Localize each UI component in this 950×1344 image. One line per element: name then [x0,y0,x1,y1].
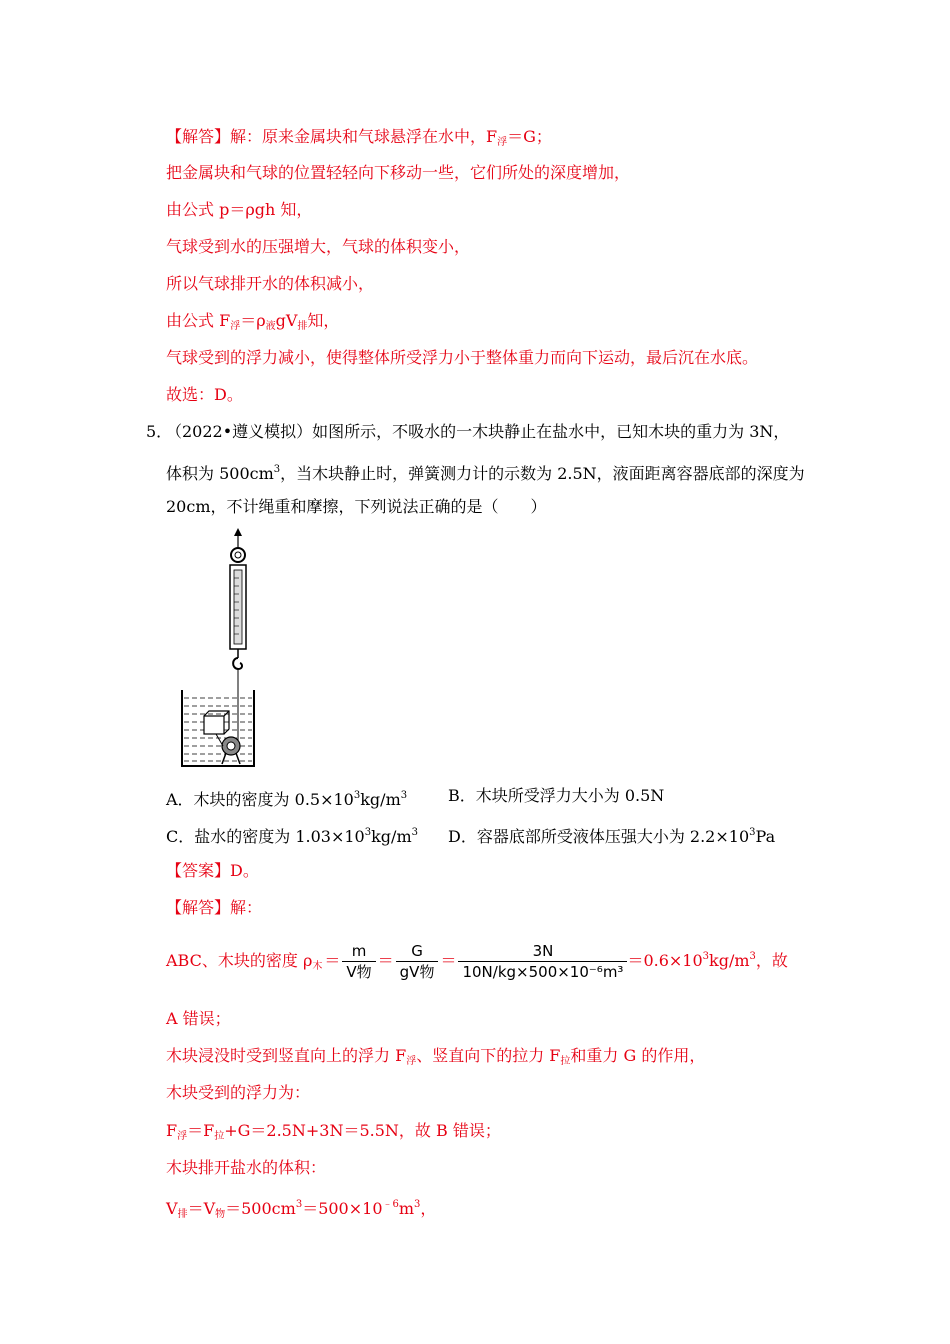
answer-line: 【答案】D。 [166,861,259,880]
option-b[interactable]: B．木块所受浮力大小为 0.5N [448,786,665,805]
spring-scale-beaker-figure [176,528,266,773]
fraction-g-over-gv: $\frac{G}{\text{gV物}}$ [396,941,439,982]
analysis-line-5: 所以气球排开水的体积减小， [166,274,375,293]
density-formula: ABC、木块的密度 $\rho_木$ ＝ $\frac{m}{\text{V物}}$ ＝ $\frac{G}{\text{gV物}}$ ＝ $\frac{3N}{\text{10N/kg×500×10⁻⁶m³}}$ $=0.6\times 10^3kg/m^3$，故 [166,942,788,981]
question-text-2: 体积为 $500cm^3$，当木块静止时，弹簧测力计的示数为 2.5N，液面距离容器底部的深度为 [166,464,805,483]
solution-forces: 木块浸没时受到竖直向上的浮力 $F_浮$、竖直向下的拉力 $F_拉$和重力 G 的作用， [166,1046,706,1067]
solution-buoyancy-calc: $F_浮=F_拉+G=2.5N+3N=5.5N$，故 B 错误； [166,1121,501,1142]
fraction-m-over-v: $\frac{m}{\text{V物}}$ [342,941,375,982]
analysis-line-2: 把金属块和气球的位置轻轻向下移动一些，它们所处的深度增加， [166,163,631,182]
solution-header: 【解答】解： [166,898,263,917]
analysis-line-7: 气球受到的浮力减小，使得整体所受浮力小于整体重力而向下运动，最后沉在水底。 [166,348,759,367]
analysis-line-6: 由公式 $F_浮=\rho_液gV_排$知， [166,311,340,332]
question-number: 5． [146,422,173,441]
analysis-line-8: 故选：D。 [166,385,243,404]
fraction-numeric: $\frac{3N}{\text{10N/kg×500×10⁻⁶m³}}$ [458,941,627,982]
solution-volume-calc: $V_排=V_物=500cm^3=500\times 10^{﹣6}m^3$， [166,1199,437,1220]
option-c[interactable]: C．盐水的密度为 $1.03\times 10^3kg/m^3$ [166,827,418,846]
option-d[interactable]: D．容器底部所受液体压强大小为 $2.2\times 10^3Pa$ [448,827,776,846]
solution-a-wrong: A 错误； [166,1009,231,1028]
analysis-line-3: 由公式 p＝ρgh 知， [166,200,313,219]
question-text-3: 20cm，不计绳重和摩擦，下列说法正确的是（ ） [166,497,547,516]
analysis-line-4: 气球受到水的压强增大，气球的体积变小， [166,237,471,256]
question-text-1: （2022•遵义模拟）如图所示，不吸水的一木块静止在盐水中，已知木块的重力为 3N， [166,422,790,441]
analysis-line-1: 【解答】解：原来金属块和气球悬浮在水中，$F_浮=G$； [166,127,552,148]
solution-volume-label: 木块排开盐水的体积： [166,1158,327,1177]
solution-buoyancy-label: 木块受到的浮力为： [166,1083,311,1102]
option-a[interactable]: A．木块的密度为 $0.5\times 10^3kg/m^3$ [166,790,408,809]
